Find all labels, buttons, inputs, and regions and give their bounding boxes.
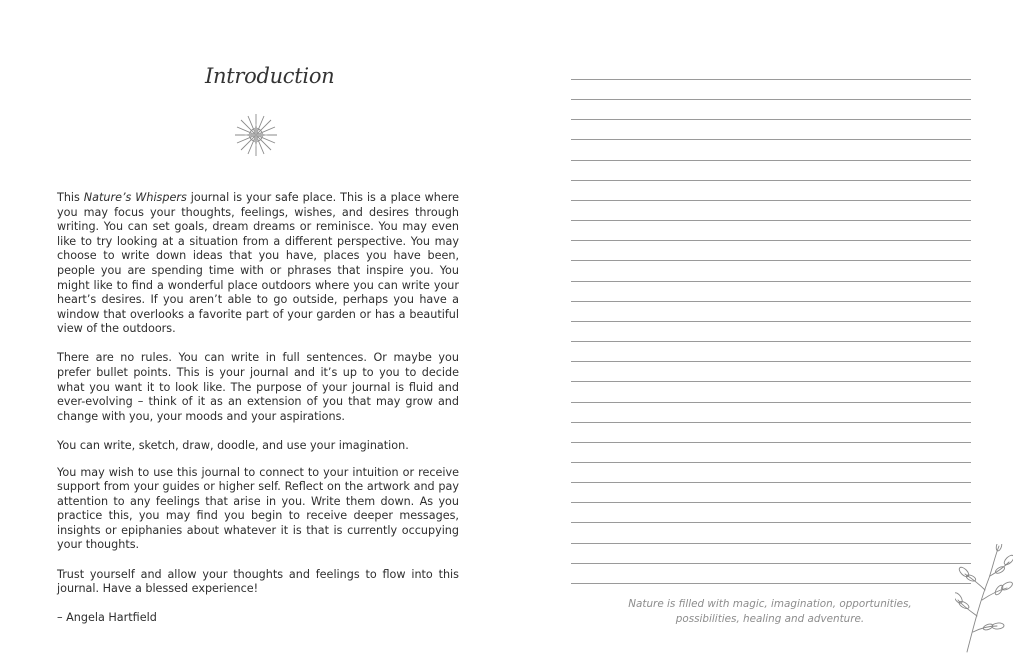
writing-line — [571, 442, 971, 462]
writing-line — [571, 543, 971, 563]
paragraph-2: There are no rules. You can write in full sentences. Or maybe you prefer bullet points. This is your journal and it’s up to you to decide what you want it to look like. The purpose of your journal is fluid and ever-evolving – think of it as an extension of you that may grow and change with you, your moods and your aspirations. — [57, 351, 459, 423]
signature: – Angela Hartfield — [57, 611, 157, 625]
writing-line — [571, 220, 971, 240]
paragraph-4: You may wish to use this journal to connect to your intuition or receive support from your guides or higher self. Reflect on the artwork and pay attention to any feelings that arise in you. Write them down. As you practice this, you may find you begin to receive deeper messages, insights or epiphanies about whatever it is that is currently occupying your thoughts. — [57, 465, 459, 552]
writing-line — [571, 160, 971, 180]
writing-line — [571, 502, 971, 522]
writing-line — [571, 200, 971, 220]
writing-line — [571, 260, 971, 280]
starburst-ornament-icon — [233, 112, 279, 158]
writing-line — [571, 361, 971, 381]
writing-line — [571, 462, 971, 482]
writing-line — [571, 381, 971, 401]
nature-quote: Nature is filled with magic, imagination, opportunities, possibilities, healing and adventure. — [628, 598, 912, 625]
writing-line — [571, 79, 971, 99]
writing-line — [571, 422, 971, 442]
writing-line — [571, 99, 971, 119]
writing-line — [571, 341, 971, 361]
writing-line — [571, 281, 971, 301]
writing-line — [571, 139, 971, 159]
writing-line — [571, 180, 971, 200]
writing-line — [571, 522, 971, 542]
journal-name: Nature’s Whispers — [83, 191, 187, 204]
leaf-branch-icon — [955, 544, 1013, 654]
paragraph-1: This Nature’s Whispers journal is your safe place. This is a place where you may focus your thoughts, feelings, wishes, and desires through writing. You can set goals, dream dreams or reminisce. You may even like to try looking at a situation from a different perspective. You may choose to write down ideas that you have, places you have been, people you are spending time with or phrases that inspire you. You might like to find a wonderful place outdoors where you can write your heart’s desires. If you aren’t able to go outside, perhaps you have a window that overlooks a favorite part of your garden or has a beautiful view of the outdoors. — [57, 191, 459, 336]
writing-line — [571, 402, 971, 422]
writing-line — [571, 563, 971, 583]
paragraph-5: Trust yourself and allow your thoughts and feelings to flow into this journal. Have a blessed experience! — [57, 567, 459, 596]
writing-line — [571, 119, 971, 139]
introduction-body — [57, 191, 459, 640]
page-title: Introduction — [205, 64, 335, 88]
writing-line — [571, 321, 971, 341]
writing-line — [571, 301, 971, 321]
writing-line — [571, 482, 971, 502]
writing-lines — [571, 79, 971, 603]
paragraph-3: You can write, sketch, draw, doodle, and use your imagination. — [57, 438, 409, 452]
writing-line — [571, 240, 971, 260]
